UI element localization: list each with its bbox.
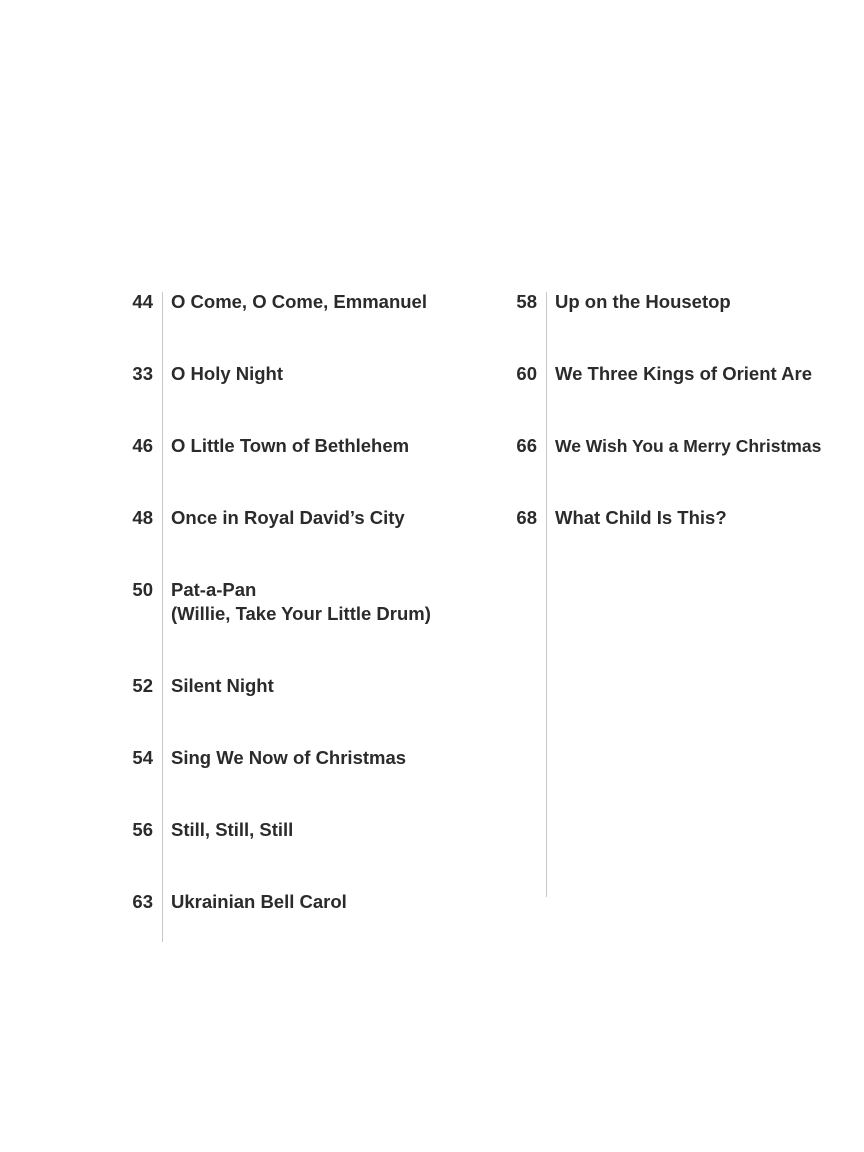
page-number: 52 <box>132 675 153 696</box>
toc-entry-o-little-town[interactable] <box>0 434 480 494</box>
toc-entry-silent-night[interactable] <box>0 674 480 734</box>
page-number: 60 <box>516 363 537 384</box>
song-title: Once in Royal David’s City <box>171 507 405 528</box>
song-title: Up on the Housetop <box>555 291 731 312</box>
song-title: Pat-a-Pan <box>171 579 257 600</box>
toc-entry-pat-a-pan[interactable] <box>0 578 480 638</box>
page-number: 54 <box>132 747 153 768</box>
song-title: Still, Still, Still <box>171 819 294 840</box>
song-title: What Child Is This? <box>555 507 727 528</box>
toc-entry-o-holy-night[interactable] <box>0 362 480 422</box>
page-number: 56 <box>132 819 153 840</box>
song-title: O Holy Night <box>171 363 284 384</box>
song-title: Ukrainian Bell Carol <box>171 891 347 912</box>
page-number: 66 <box>516 435 537 456</box>
page-number: 33 <box>132 363 153 384</box>
song-subtitle: (Willie, Take Your Little Drum) <box>171 603 431 624</box>
song-title: O Come, O Come, Emmanuel <box>171 291 427 312</box>
toc-entry-still-still-still[interactable] <box>0 818 480 878</box>
toc-entry-once-in-royal[interactable] <box>0 506 480 566</box>
page-number: 46 <box>132 435 153 456</box>
toc-entry-what-child-is-this[interactable] <box>480 506 864 566</box>
toc-entry-o-come-emmanuel[interactable] <box>0 290 480 350</box>
song-title: O Little Town of Bethlehem <box>171 435 410 456</box>
page-number: 68 <box>516 507 537 528</box>
toc-entry-we-three-kings[interactable] <box>480 362 864 422</box>
page-number: 63 <box>132 891 153 912</box>
page-number: 44 <box>132 291 153 312</box>
toc-entry-sing-we-now[interactable] <box>0 746 480 806</box>
song-title: We Three Kings of Orient Are <box>555 363 812 384</box>
song-title: Sing We Now of Christmas <box>171 747 407 768</box>
toc-entry-we-wish-you[interactable] <box>480 434 864 494</box>
song-title: We Wish You a Merry Christmas <box>555 436 822 456</box>
song-title: Silent Night <box>171 675 274 696</box>
page-number: 48 <box>132 507 153 528</box>
toc-entry-up-on-the-housetop[interactable] <box>480 290 864 350</box>
page-number: 50 <box>132 579 153 600</box>
page-number: 58 <box>516 291 537 312</box>
toc-entry-ukrainian-bell-carol[interactable] <box>0 890 480 950</box>
